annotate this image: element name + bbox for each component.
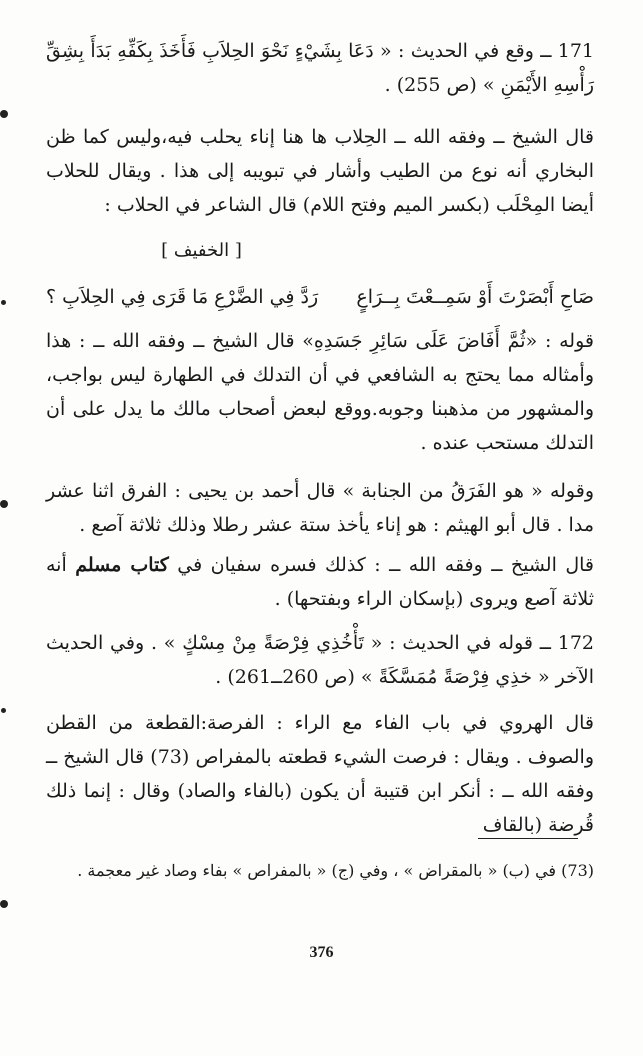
margin-mark: [0, 110, 8, 118]
poetry-verse: [46, 280, 594, 314]
commentary-paragraph-tadalluk: قوله : «ثُمَّ أَفَاضَ عَلَى سَائِرِ جَسَدِهِ» قال الشيخ ــ وفقه الله ــ : هذا وأمثاله مما يحتج به الشافعي في أن التدلك في الطهارة ليس بواجب، والمشهور من مذهبنا وجوبه.ووقع لبعض أصحاب مالك ما يدل على أن التدلك مستحب عنده .: [46, 330, 594, 454]
entry-172-paragraph: 172 ــ قوله في الحديث : « تَأْخُذِي فِرْصَةً مِنْ مِسْكٍ » . وفي الحديث الآخر « خذِي فِرْصَةً مُمَسَّكَةً » (ص 260ــ261) .: [46, 632, 594, 688]
commentary-paragraph-sufyan: قال الشيخ ــ وفقه الله ــ : كذلك فسره سفيان في كتاب مسلم أنه ثلاثة آصع ويروى (بإسكان الراء وبفتحها) .: [46, 554, 595, 610]
meter-label: [ الخفيف ]: [161, 240, 242, 261]
margin-mark: [1, 300, 6, 305]
commentary-paragraph-firsa: قال الهروي في باب الفاء مع الراء : الفرصة:القطعة من القطن والصوف . ويقال : فرصت الشيء قطعته بالمفراص (73) قال الشيخ ــ وفقه الله ــ : أنكر ابن قتيبة أن يكون (بالفاء والصاد) وقال : إنما ذلك قُرضة (بالقاف: [46, 712, 595, 836]
margin-mark: [0, 900, 8, 908]
book-title-bold: كتاب مسلم: [75, 554, 169, 576]
verse-first-hemistich: صَاحِ أَبْصَرْتَ أَوْ سَمِــعْتَ بِــرَاعٍ: [356, 286, 594, 308]
footnote-separator: [478, 838, 578, 839]
margin-mark: [1, 708, 6, 713]
commentary-paragraph-hilab: قال الشيخ ــ وفقه الله ــ الحِلاب ها هنا إناء يحلب فيه،وليس كما ظن البخاري أنه نوع من الطيب وأشار في تبويبه إلى هذا . ويقال للحلاب أيضا المِحْلَب (بكسر الميم وفتح اللام) قال الشاعر في الحلاب :: [46, 126, 594, 216]
page-number: 376: [309, 944, 334, 961]
entry-171-paragraph: 171 ــ وقع في الحديث : « دَعَا بِشَيْءٍ نَحْوَ الحِلاَبِ فَأَخَذَ بِكَفِّهِ بَدَأَ بِشِقِّ رَأْسِهِ الأَيْمَنِ » (ص 255) .: [46, 40, 594, 96]
verse-second-hemistich: رَدَّ فِي الضَّرْعِ مَا قَرَى فِي الحِلاَبِ ؟: [46, 286, 319, 308]
commentary-paragraph-faraq: وقوله « هو الفَرَقُ من الجنابة » قال أحمد بن يحيى : الفرق اثنا عشر مدا . قال أبو الهيثم : هو إناء يأخذ ستة عشر رطلا وذلك ثلاثة آصع .: [46, 480, 594, 536]
footnote-73: (73) في (ب) « بالمقراض » ، وفي (ج) « بالمفراص » بفاء وصاد غير معجمة .: [77, 861, 594, 880]
margin-mark: [0, 500, 8, 508]
